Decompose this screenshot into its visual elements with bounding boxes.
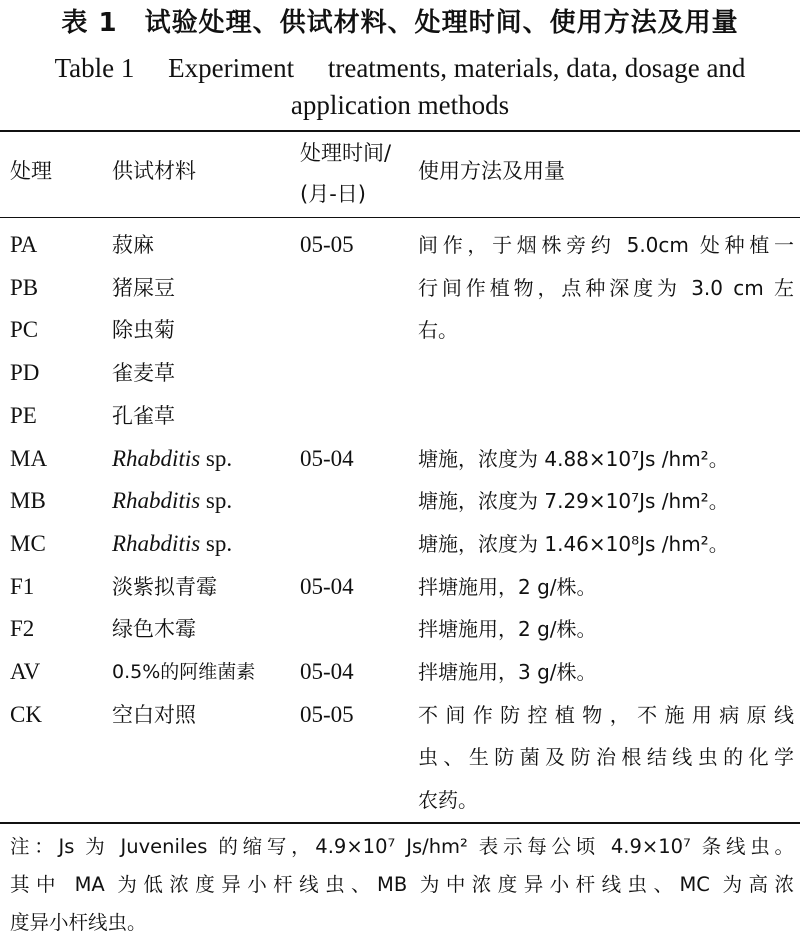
header-rule [0,217,800,218]
method-line: 塘施，浓度为 7.29×10⁷Js /hm²。 [418,489,729,514]
material-suffix: sp. [200,445,233,471]
material-suffix: sp. [200,488,233,514]
header-treatment: 处理 [10,159,52,183]
cell-material: 空白对照 [112,702,196,727]
table-row [0,395,800,438]
cell-method [418,694,794,822]
top-rule [0,130,800,132]
method-line: 行间作植物，点种深度为 3.0 cm 左 [418,275,794,300]
table-row [0,608,800,651]
method-line: 间作，于烟株旁约 5.0cm 处种植一 [418,233,794,257]
table-row [0,651,800,694]
method-line: 拌塘施用，3 g/株。 [418,660,597,684]
material-suffix: sp. [200,530,233,556]
material-genus: Rhabditis [112,488,201,514]
method-line: 不间作防控植物，不施用病原线 [418,702,794,727]
cell-material: 菽麻 [112,233,154,257]
cell-material: 0.5%的阿维菌素 [112,661,256,683]
table-note [10,828,794,942]
table-title-english-line-2: application methods [290,90,510,120]
material-genus: Rhabditis [112,530,201,556]
method-line: 农药。 [418,788,478,813]
cell-date: 05-05 [300,232,354,257]
header-date-line-2: (月-日) [300,182,366,206]
cell-treatment: CK [10,701,42,727]
cell-material [112,480,232,522]
cell-treatment: MB [10,488,46,514]
cell-method [418,438,794,481]
cell-material [112,523,232,565]
table-row [0,694,800,813]
header-material: 供试材料 [112,159,196,183]
cell-method [418,651,794,694]
table-row [0,267,800,310]
cell-date: 05-04 [300,659,354,684]
cell-method [418,566,794,609]
table-row [0,352,800,395]
method-line: 右。 [418,318,458,343]
method-line: 塘施，浓度为 1.46×10⁸Js /hm²。 [418,531,729,556]
cell-method [418,523,794,566]
table-row [0,480,800,523]
cell-treatment: PC [10,317,39,343]
table-row [0,523,800,566]
header-method: 使用方法及用量 [418,159,565,183]
table-title-english [0,50,800,124]
table-row [0,438,800,481]
cell-material: 雀麦草 [112,361,175,386]
bottom-rule [0,822,800,824]
note-line: 其中 MA 为低浓度异小杆线虫、MB 为中浓度异小杆线虫、MC 为高浓 [10,873,794,896]
header-date-line-1: 处理时间/ [300,141,392,165]
cell-material: 淡紫拟青霉 [112,574,217,599]
cell-treatment: PB [10,274,39,300]
method-line: 虫、生防菌及防治根结线虫的化学 [418,745,794,770]
cell-material: 除虫菊 [112,318,175,343]
table-row [0,566,800,609]
cell-date: 05-04 [300,573,354,599]
cell-treatment: MC [10,530,46,556]
cell-treatment: AV [10,659,41,684]
cell-treatment: F1 [10,573,35,599]
cell-date: 05-04 [300,445,354,471]
cell-treatment: PE [10,402,37,428]
cell-treatment: F2 [10,616,35,642]
method-line: 塘施，浓度为 4.88×10⁷Js /hm²。 [418,446,729,471]
cell-material: 孔雀草 [112,403,175,428]
material-genus: Rhabditis [112,445,201,471]
cell-date: 05-05 [300,701,354,727]
method-line: 拌塘施用，2 g/株。 [418,574,597,599]
cell-material [112,438,232,480]
table-title-chinese: 表 1 试验处理、供试材料、处理时间、使用方法及用量 [61,8,739,38]
cell-treatment: MA [10,445,48,471]
table-row [0,309,800,352]
cell-method [418,480,794,523]
note-line: 度异小杆线虫。 [10,911,147,934]
method-line: 拌塘施用，2 g/株。 [418,617,597,642]
cell-method [418,608,794,651]
table-title-english-line-1: Table 1 Experiment treatments, materials, data, dosage and [54,53,746,83]
cell-material: 猪屎豆 [112,275,175,300]
cell-treatment: PD [10,360,40,386]
cell-treatment: PA [10,232,38,257]
cell-material: 绿色木霉 [112,617,196,642]
note-line: 注：Js 为 Juveniles 的缩写，4.9×10⁷ Js/hm² 表示每公顷 4.9×10⁷ 条线虫。 [10,835,794,858]
